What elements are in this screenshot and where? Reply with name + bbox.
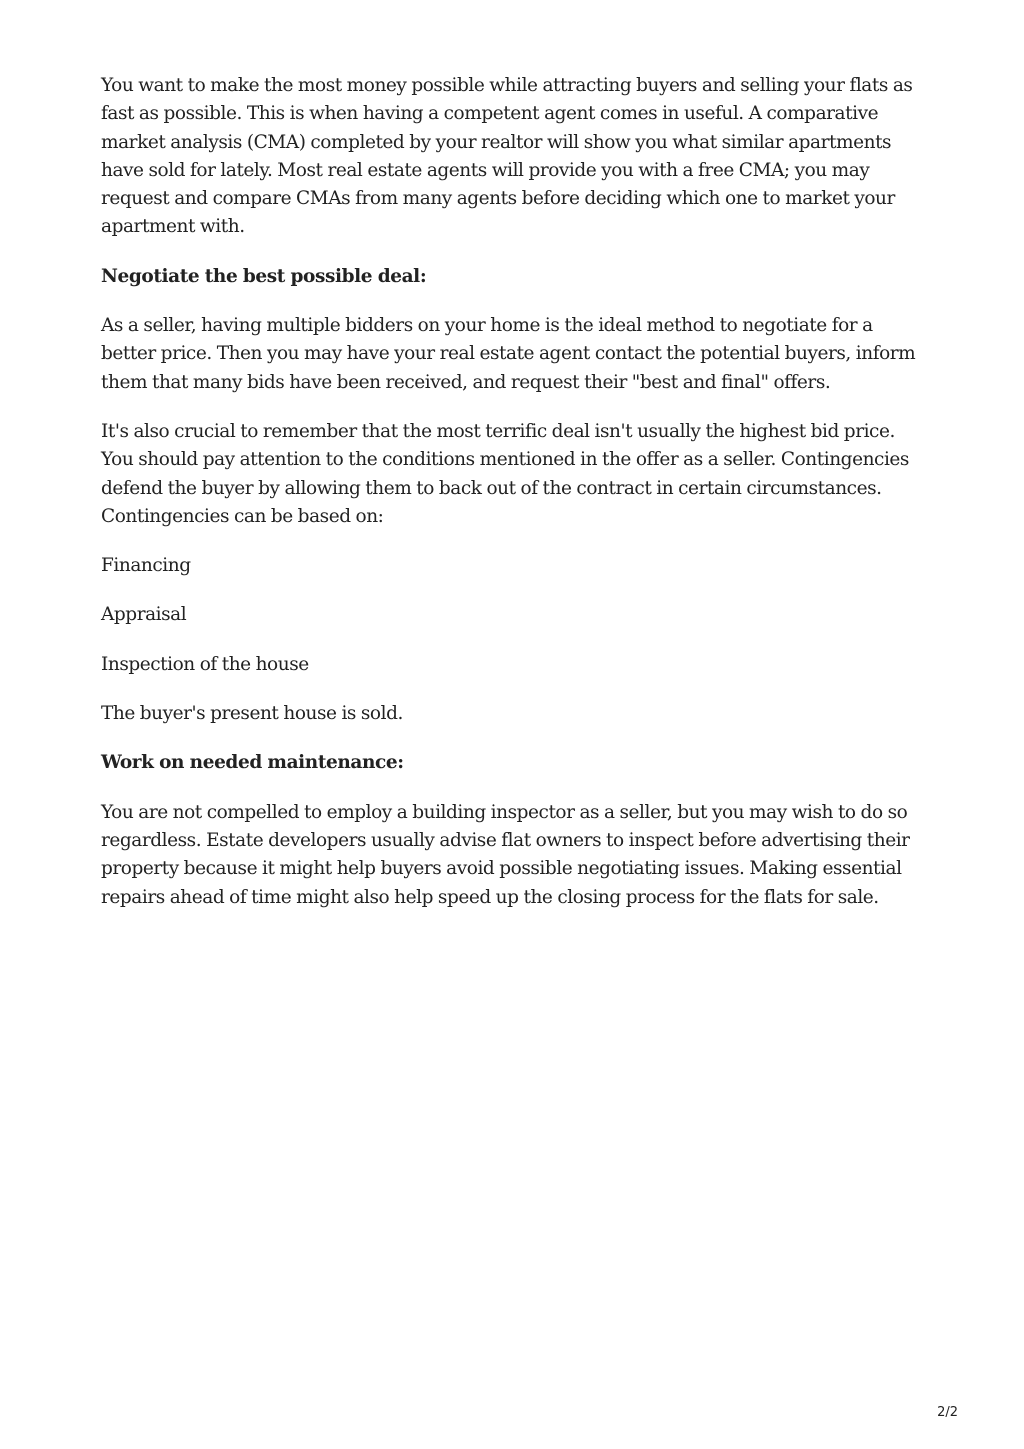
list-item-appraisal: Appraisal	[101, 604, 187, 626]
paragraph-cma: You want to make the most money possible while attracting buyers and selling your flats as fast as possible. This is when having a competent agent comes in useful. A comparative market analysis (CMA) completed by your realtor will show you what similar apartments have sold for lately. Most real estate agents will provide you with a free CMA; you may request and compare CMAs from many agents before deciding which one to market your apartment with.	[101, 75, 913, 238]
document-body	[101, 72, 931, 933]
list-item-inspection: Inspection of the house	[101, 653, 309, 675]
list-item-financing: Financing	[101, 555, 191, 577]
paragraph-contingencies: It's also crucial to remember that the most terrific deal isn't usually the highest bid price. You should pay attention to the conditions mentioned in the offer as a seller. Contingencies defend the buyer by allowing them to back out of the contract in certain circumstances. Contingencies can be based on:	[101, 420, 909, 527]
list-item-house-sold: The buyer's present house is sold.	[101, 703, 403, 725]
heading-negotiate: Negotiate the best possible deal:	[101, 265, 427, 287]
paragraph-bidders: As a seller, having multiple bidders on your home is the ideal method to negotiate for a better price. Then you may have your real estate agent contact the potential buyers, inform them that many bids have been received, and request their "best and final" offers.	[101, 315, 916, 393]
page-number: 2/2	[937, 1405, 958, 1420]
paragraph-maintenance: You are not compelled to employ a building inspector as a seller, but you may wish to do so regardless. Estate developers usually advise flat owners to inspect before advertising their property because it might help buyers avoid possible negotiating issues. Making essential repairs ahead of time might also help speed up the closing process for the flats for sale.	[101, 801, 910, 908]
heading-maintenance: Work on needed maintenance:	[101, 752, 404, 774]
